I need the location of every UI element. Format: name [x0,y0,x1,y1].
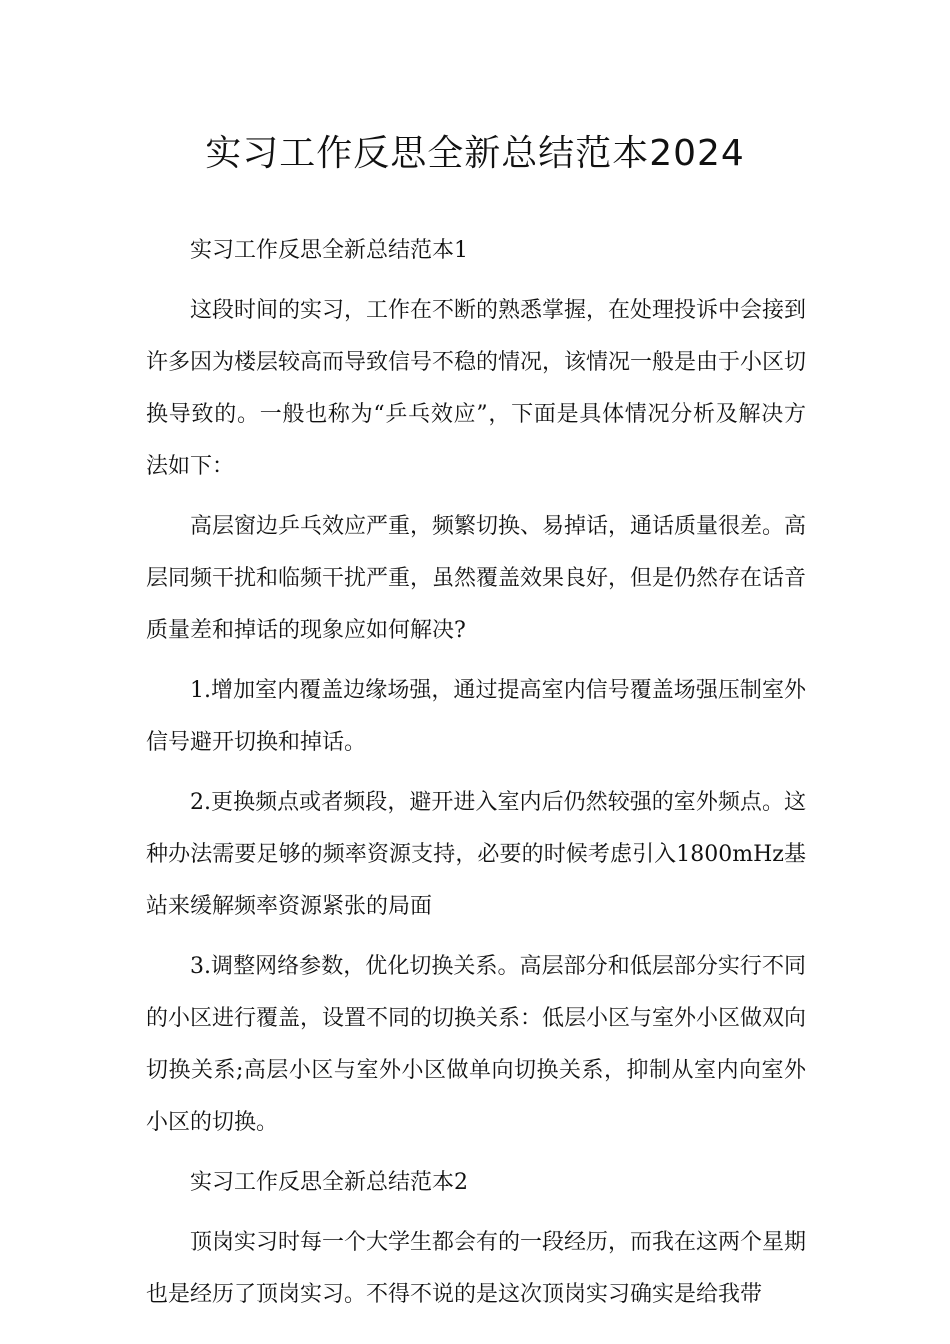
list-item-1: 1.增加室内覆盖边缘场强，通过提高室内信号覆盖场强压制室外信号避开切换和掉话。 [146,678,806,755]
section-heading-1: 实习工作反思全新总结范本1 [190,238,468,263]
paragraph: 顶岗实习时每一个大学生都会有的一段经历，而我在这两个星期也是经历了顶岗实习。不得不说的是这次顶岗实习确实是给我带 [146,1230,807,1307]
section-heading-2: 实习工作反思全新总结范本2 [190,1170,468,1195]
paragraph: 高层窗边乒乓效应严重，频繁切换、易掉话，通话质量很差。高层同频干扰和临频干扰严重，虽然覆盖效果良好，但是仍然存在话音质量差和掉话的现象应如何解决? [146,514,807,643]
list-item-2: 2.更换频点或者频段，避开进入室内后仍然较强的室外频点。这种办法需要足够的频率资源支持，必要的时候考虑引入1800mHz基站来缓解频率资源紧张的局面 [146,790,806,919]
document-title: 实习工作反思全新总结范本2024 [205,133,745,174]
paragraph: 这段时间的实习，工作在不断的熟悉掌握，在处理投诉中会接到许多因为楼层较高而导致信号不稳的情况，该情况一般是由于小区切换导致的。一般也称为“乒乓效应”，下面是具体情况分析及解决方法如下： [146,298,807,479]
list-item-3: 3.调整网络参数，优化切换关系。高层部分和低层部分实行不同的小区进行覆盖，设置不同的切换关系：低层小区与室外小区做双向切换关系;高层小区与室外小区做单向切换关系，抑制从室内向室外小区的切换。 [146,954,807,1135]
document-body [146,225,806,1321]
